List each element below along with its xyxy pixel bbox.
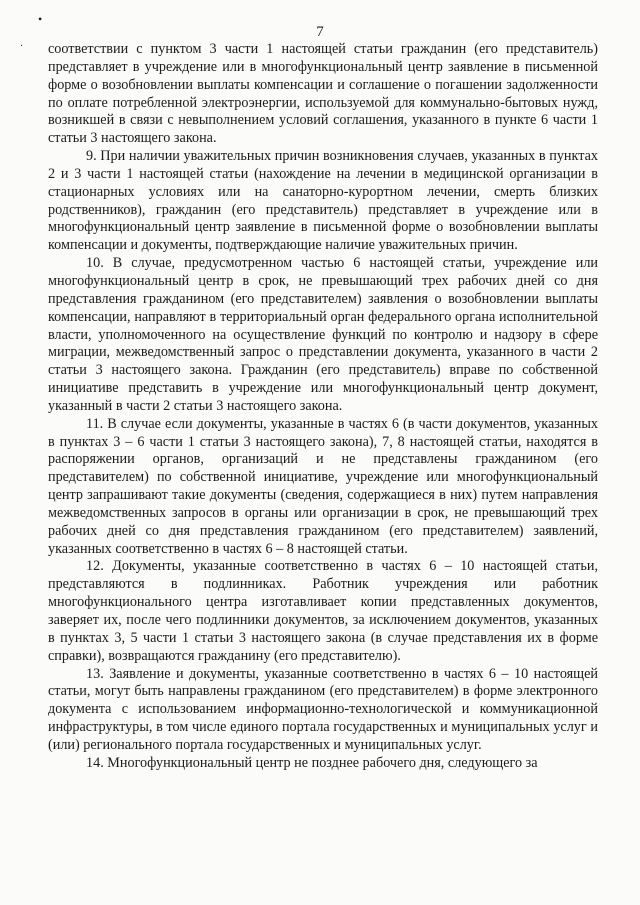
paragraph-continuation: соответствии с пунктом 3 части 1 настоящей статьи гражданин (его представитель) представляет в учреждение или в многофункциональный центр заявление в письменной форме о возобновлении выплаты компенсации и соглашение о погашении задолженности по оплате потребленной электроэнергии, используемой для коммунально-бытовых нужд, возникшей в связи с невыполнением условий соглашения, указанного в пункте 6 части 1 статьи 3 настоящего закона. [48, 41, 598, 147]
scan-mark-small: ‧ [20, 41, 24, 52]
document-body [48, 41, 598, 773]
scan-mark-dot: • [38, 12, 43, 26]
paragraph-14: 14. Многофункциональный центр не позднее рабочего дня, следующего за [86, 754, 538, 771]
page-number: 7 [316, 24, 324, 40]
paragraph-10: 10. В случае, предусмотренном частью 6 настоящей статьи, учреждение или многофункциональный центр в срок, не превышающий трех рабочих дней со дня представления гражданином (его представителем) заявления о возобновлении выплаты компенсации, направляют в территориальный орган федерального органа исполнительной власти, уполномоченного на осуществление функций по контролю и надзору в сфере миграции, межведомственный запрос о представлении документа, указанного в части 2 статьи 3 настоящего закона. Гражданин (его представитель) вправе по собственной инициативе представить в учреждение или многофункциональный центр документ, указанный в части 2 статьи 3 настоящего закона. [48, 255, 598, 414]
paragraph-12: 12. Документы, указанные соответственно в частях 6 – 10 настоящей статьи, представляются в подлинниках. Работник учреждения или работник многофункционального центра изготавливает копии представленных документов, заверяет их, после чего подлинники документов, за исключением документов, указанных в пунктах 3, 5 части 1 статьи 3 настоящего закона (в случае представления их в форме справки), возвращаются гражданину (его представителю). [48, 558, 598, 664]
paragraph-13: 13. Заявление и документы, указанные соответственно в частях 6 – 10 настоящей статьи, могут быть направлены гражданином (его представителем) в форме электронного документа с использованием информационно-технологической и коммуникационной инфраструктуры, в том числе единого портала государственных и муниципальных услуг и (или) регионального портала государственных и муниципальных услуг. [48, 665, 598, 753]
paragraph-11: 11. В случае если документы, указанные в частях 6 (в части документов, указанных в пунктах 3 – 6 части 1 статьи 3 настоящего закона), 7, 8 настоящей статьи, находятся в распоряжении органов, организаций и не представлены гражданином (его представителем) по собственной инициативе, учреждение или многофункциональный центр запрашивают такие документы (сведения, содержащиеся в них) путем направления межведомственных запросов в органы или организации в срок, не превышающий трех рабочих дней со дня представления гражданином (его представителем) заявлений, указанных соответственно в частях 6 – 8 настоящей статьи. [48, 415, 598, 557]
paragraph-9: 9. При наличии уважительных причин возникновения случаев, указанных в пунктах 2 и 3 части 1 настоящей статьи (нахождение на лечении в медицинской организации в стационарных условиях или на санаторно-курортном лечении, смерть близких родственников), гражданин (его представитель) представляет в учреждение или в многофункциональный центр заявление в письменной форме о возобновлении выплаты компенсации и документы, подтверждающие наличие уважительных причин. [48, 148, 598, 254]
